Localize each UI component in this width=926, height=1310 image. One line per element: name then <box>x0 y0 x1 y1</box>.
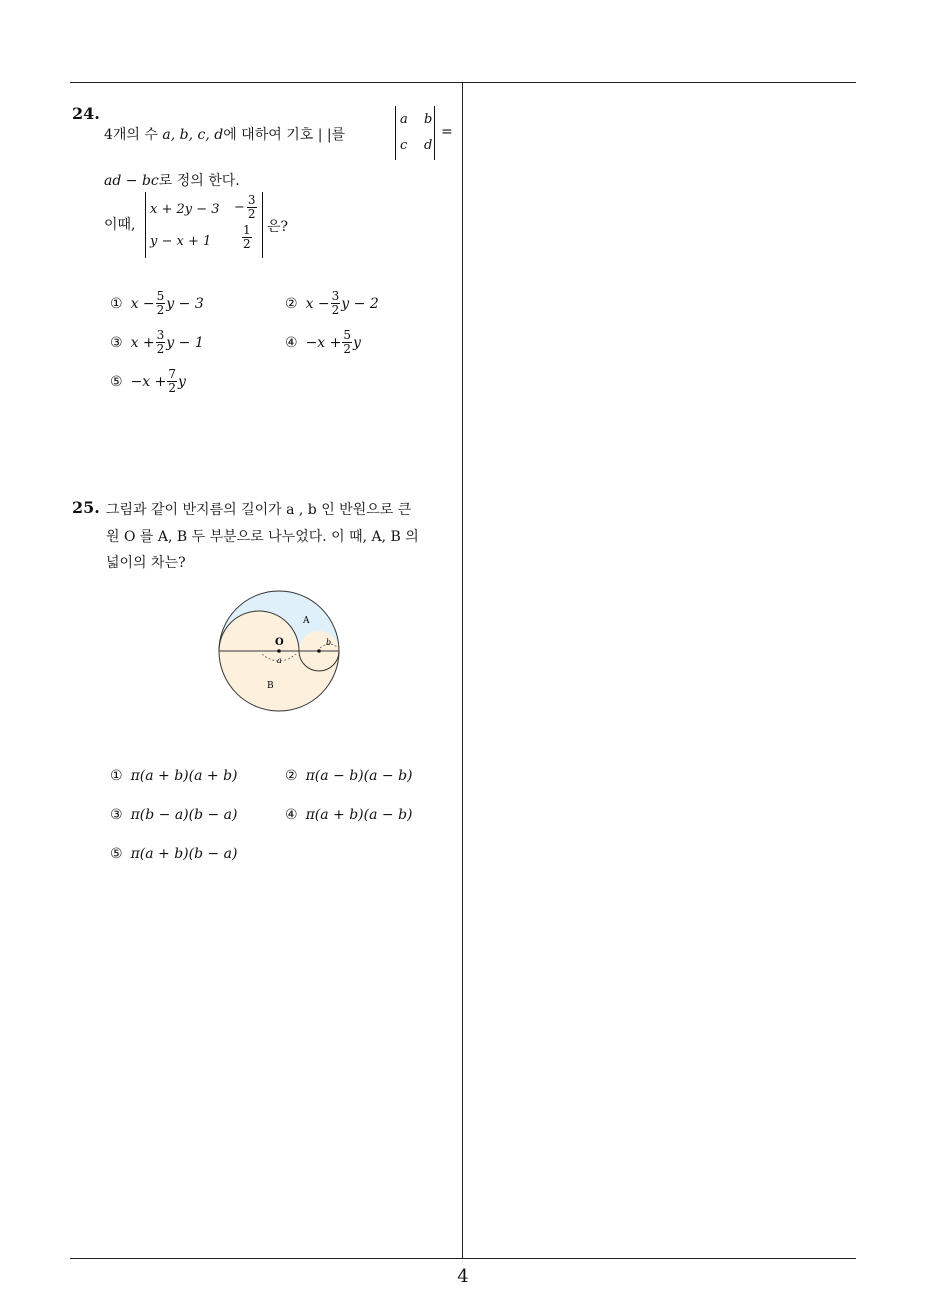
matrix-d: d <box>424 138 433 153</box>
q24-choice-4[interactable] <box>285 329 361 356</box>
matrix-b: b <box>424 112 433 127</box>
det2-r1c2-fraction <box>247 194 257 221</box>
q25-choice-2[interactable] <box>285 768 413 784</box>
q24-line2 <box>104 170 240 190</box>
center-o-point <box>277 649 281 653</box>
label-o: O <box>275 637 284 648</box>
expr-post: y − 3 <box>166 295 204 312</box>
matrix-c: c <box>400 138 408 153</box>
det2-r1c1: x + 2y − 3 <box>150 202 220 217</box>
choice-number: ③ <box>110 807 123 823</box>
bottom-rule <box>70 1258 856 1259</box>
frac-den: 2 <box>243 237 251 251</box>
frac-num: 3 <box>247 193 256 207</box>
frac-num: 1 <box>243 223 251 237</box>
frac-num: 3 <box>156 328 165 342</box>
question-24-number: 24. <box>72 104 100 123</box>
matrix-a: a <box>400 112 408 127</box>
page-number: 4 <box>457 1266 469 1287</box>
q24-definition-determinant <box>395 106 435 160</box>
det2-r1c2-sign: − <box>234 200 245 215</box>
expr-post: y − 2 <box>341 295 379 312</box>
frac-num: 5 <box>343 328 352 342</box>
label-radius-b: b <box>326 638 332 647</box>
expr-fraction <box>156 290 166 317</box>
det2-r2c2 <box>241 224 253 251</box>
q24-choice-2[interactable] <box>285 290 379 317</box>
q24-line3-suffix: 은? <box>267 219 289 235</box>
q24-line1-mid: 에 대하여 기호 | |를 <box>223 127 346 143</box>
det2-r1c2 <box>234 194 258 221</box>
choice-expression: π(a + b)(a − b) <box>305 807 413 823</box>
q25-choice-1[interactable] <box>110 768 238 784</box>
q24-line1-vars: a, b, c, d <box>162 127 224 143</box>
question-25-number: 25. <box>72 498 100 517</box>
frac-den: 2 <box>156 342 165 356</box>
choice-number: ④ <box>285 334 298 351</box>
frac-den: 2 <box>331 303 340 317</box>
det2-r2c1: y − x + 1 <box>150 234 212 249</box>
expr-fraction <box>331 290 341 317</box>
choice-expression <box>131 368 186 395</box>
frac-den: 2 <box>168 381 177 395</box>
q25-choice-4[interactable] <box>285 807 413 823</box>
q24-line1 <box>104 124 345 144</box>
choice-expression <box>306 329 361 356</box>
choice-number: ② <box>285 295 298 312</box>
expr-pre: −x + <box>305 334 342 351</box>
choice-number: ⑤ <box>110 373 123 390</box>
expr-fraction <box>167 368 177 395</box>
choice-number: ⑤ <box>110 846 123 862</box>
expr-fraction <box>156 329 166 356</box>
choice-number: ① <box>110 295 123 312</box>
q24-choice-1[interactable] <box>110 290 204 317</box>
frac-den: 2 <box>343 342 352 356</box>
frac-num: 7 <box>168 367 177 381</box>
choice-expression <box>306 290 379 317</box>
q25-line2: 원 O 를 A, B 두 부분으로 나누었다. 이 때, A, B 의 <box>106 529 419 545</box>
label-b-region: B <box>267 681 274 691</box>
q25-circle-figure <box>216 588 346 714</box>
frac-num: 3 <box>331 289 340 303</box>
q24-line3-prefix: 이때, <box>104 217 136 233</box>
q25-choice-3[interactable] <box>110 807 238 823</box>
choice-number: ④ <box>285 807 298 823</box>
choice-expression: π(a + b)(a + b) <box>130 768 238 784</box>
expr-post: y <box>178 373 186 390</box>
q24-equals: = <box>441 124 453 140</box>
choice-number: ③ <box>110 334 123 351</box>
q25-line1: 그림과 같이 반지름의 길이가 a , b 인 반원으로 큰 <box>106 502 412 518</box>
q24-line2-suffix: 로 정의 한다. <box>158 173 240 189</box>
choice-number: ① <box>110 768 123 784</box>
choice-expression: π(a − b)(a − b) <box>305 768 413 784</box>
top-rule <box>70 82 856 83</box>
q25-line3: 넓이의 차는? <box>106 555 186 571</box>
choice-expression: π(b − a)(b − a) <box>130 807 238 823</box>
expr-fraction <box>342 329 352 356</box>
choice-expression <box>131 329 204 356</box>
expr-pre: x − <box>130 295 155 312</box>
q24-choice-3[interactable] <box>110 329 204 356</box>
expr-post: y <box>353 334 361 351</box>
frac-den: 2 <box>156 303 165 317</box>
choice-expression <box>131 290 204 317</box>
choice-number: ② <box>285 768 298 784</box>
q24-question-determinant <box>145 192 263 258</box>
q24-choice-5[interactable] <box>110 368 186 395</box>
q24-line2-expr: ad − bc <box>104 173 159 189</box>
column-divider <box>462 82 463 1258</box>
q24-line1-prefix: 4개의 수 <box>104 127 163 143</box>
expr-post: y − 1 <box>166 334 204 351</box>
frac-num: 5 <box>156 289 165 303</box>
q25-choice-5[interactable] <box>110 846 238 862</box>
label-radius-a: a <box>277 656 282 665</box>
choice-expression: π(a + b)(b − a) <box>130 846 238 862</box>
expr-pre: x − <box>305 295 330 312</box>
label-a-region: A <box>303 616 310 626</box>
frac-den: 2 <box>247 207 256 221</box>
center-b-point <box>317 649 321 653</box>
expr-pre: x + <box>130 334 155 351</box>
det2-r2c2-fraction <box>242 224 252 251</box>
expr-pre: −x + <box>130 373 167 390</box>
